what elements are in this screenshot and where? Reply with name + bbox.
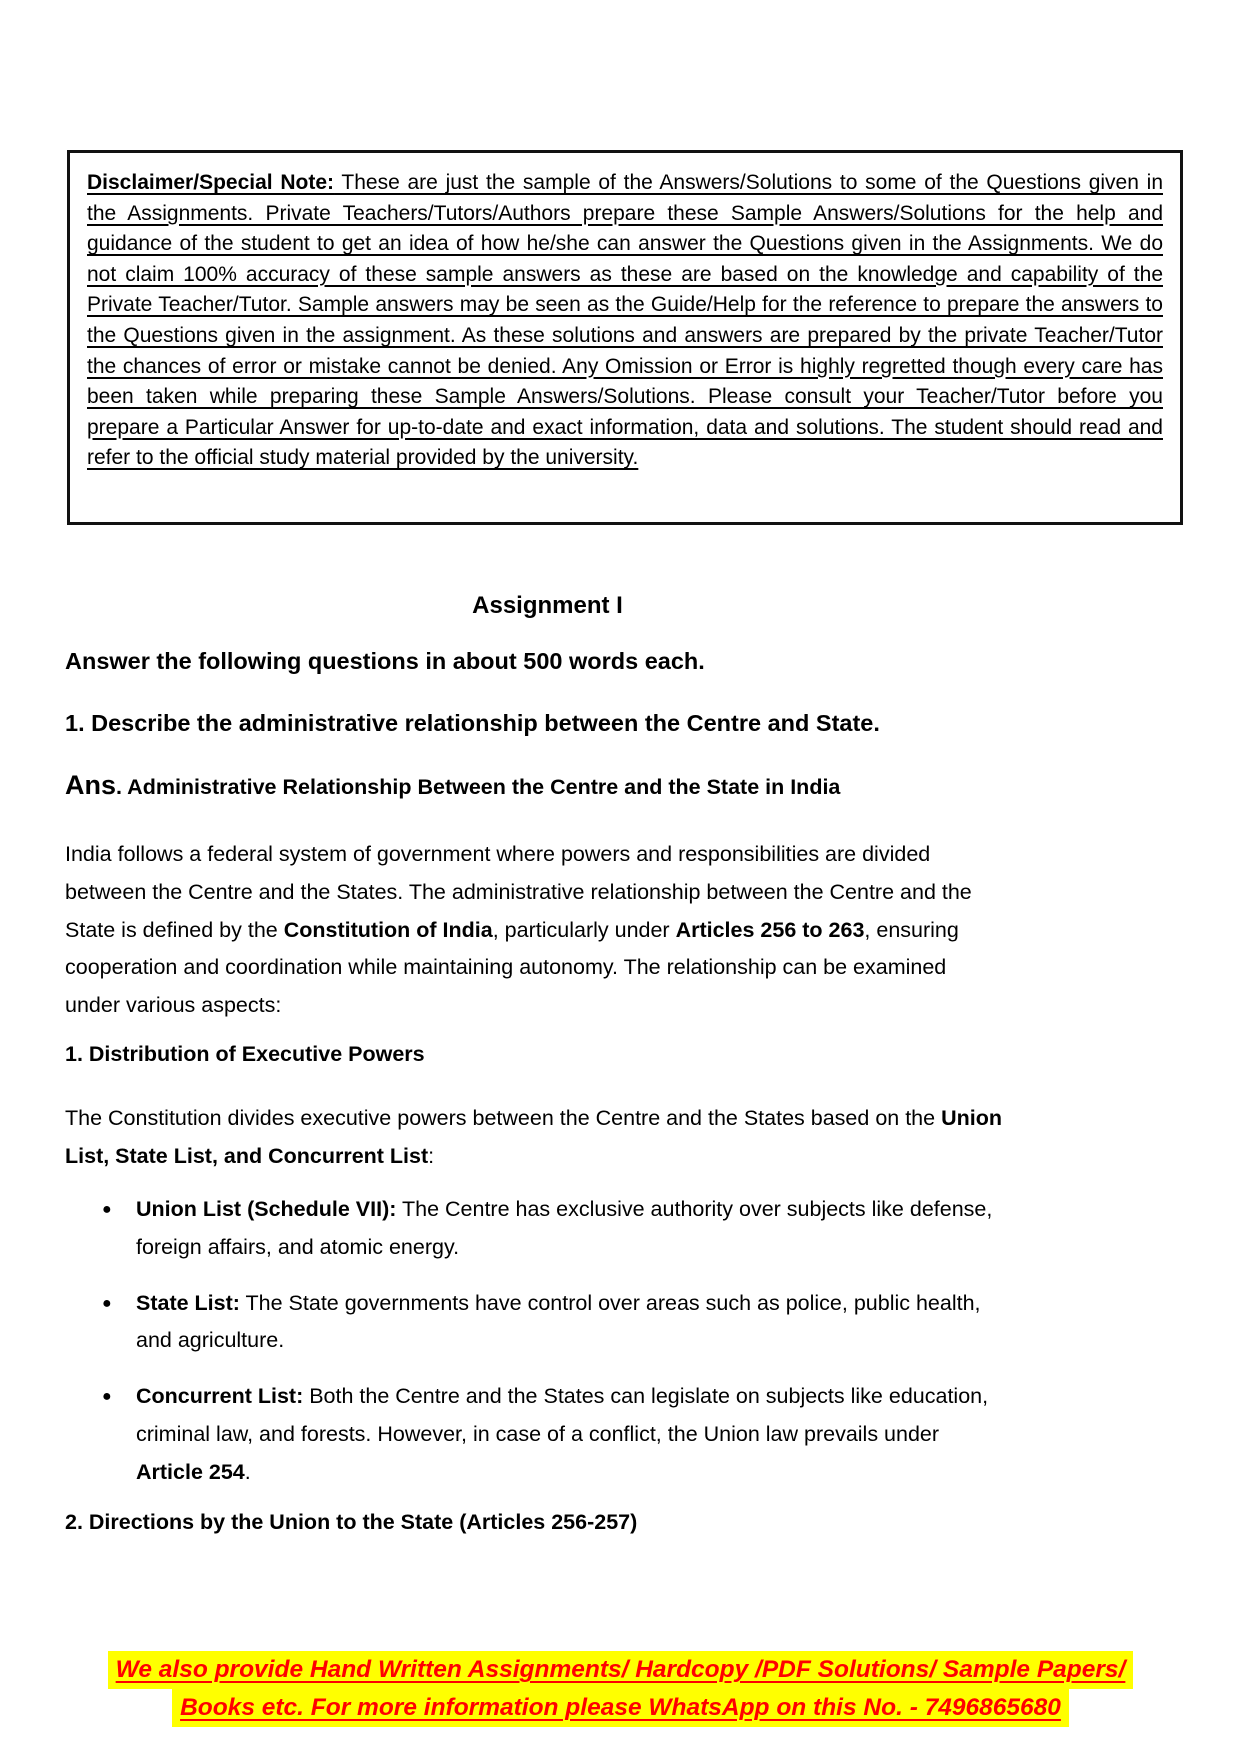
bullet-item-concurrent-list bbox=[100, 1378, 1000, 1491]
answer-heading-line bbox=[65, 770, 840, 801]
answer-heading: Administrative Relationship Between the Centre and the State in India bbox=[127, 775, 841, 799]
bullet-list bbox=[100, 1191, 1000, 1510]
bullet-item-union-list bbox=[100, 1191, 1000, 1267]
footer-banner bbox=[0, 1651, 1241, 1727]
section-2-heading: 2. Directions by the Union to the State (Articles 256-257) bbox=[65, 1510, 638, 1534]
intro-paragraph: India follows a federal system of government where powers and responsibilities are divided between the Centre and the States. The administrative relationship between the Centre and the State is defined by the Constitution of India, particularly under Articles 256 to 263, ensuring cooperation and coordination while maintaining autonomy. The relationship can be examined under various aspects: bbox=[65, 842, 972, 1018]
disclaimer-body: These are just the sample of the Answers/Solutions to some of the Questions given in the Assignments. Private Teachers/Tutors/Authors prepare these Sample Answers/Solutions for the help and guidance of the student to get an idea of how he/she can answer the Questions given in the Assignments. We do not claim 100% accuracy of these sample answers as these are based on the knowledge and capability of the Private Teacher/Tutor. Sample answers may be seen as the Guide/Help for the reference to prepare the answers to the Questions given in the assignment. As these solutions and answers are prepared by the private Teacher/Tutor the chances of error or mistake cannot be denied. Any Omission or Error is highly regretted though every care has been taken while preparing these Sample Answers/Solutions. Please consult your Teacher/Tutor before you prepare a Particular Answer for up-to-date and exact information, data and solutions. The student should read and refer to the official study material provided by the university. bbox=[87, 171, 1163, 470]
disclaimer-label: Disclaimer/Special Note: bbox=[87, 171, 335, 194]
bullet-dot-icon: ● bbox=[102, 1201, 112, 1218]
assignment-title: Assignment I bbox=[472, 592, 623, 619]
footer-line-1: We also provide Hand Written Assignments/ Hardcopy /PDF Solutions/ Sample Papers/ bbox=[108, 1651, 1134, 1689]
section-1-lead-paragraph: The Constitution divides executive powers between the Centre and the States based on the Union List, State List, and Concurrent List: bbox=[65, 1106, 1002, 1168]
bullet-text: Union List (Schedule VII): The Centre has exclusive authority over subjects like defense, foreign affairs, and atomic energy. bbox=[136, 1197, 993, 1259]
question-1-text: 1. Describe the administrative relationship between the Centre and State. bbox=[65, 710, 880, 736]
footer-line-2: Books etc. For more information please WhatsApp on this No. - 7496865680 bbox=[172, 1689, 1069, 1727]
bullet-item-state-list bbox=[100, 1285, 1000, 1361]
ans-separator: . bbox=[116, 775, 128, 799]
disclaimer-text bbox=[87, 168, 1163, 474]
bullet-dot-icon: ● bbox=[102, 1388, 112, 1406]
bullet-text: Concurrent List: Both the Centre and the States can legislate on subjects like education, criminal law, and forests. However, in case of a conflict, the Union law prevails under Article 254. bbox=[136, 1384, 989, 1484]
section-1-heading: 1. Distribution of Executive Powers bbox=[65, 1042, 425, 1066]
instruction-text: Answer the following questions in about 500 words each. bbox=[65, 648, 705, 674]
disclaimer-box bbox=[67, 150, 1183, 525]
ans-label: Ans bbox=[65, 770, 117, 800]
bullet-dot-icon: ● bbox=[102, 1294, 112, 1312]
bullet-text: State List: The State governments have control over areas such as police, public health, and agriculture. bbox=[136, 1290, 981, 1353]
